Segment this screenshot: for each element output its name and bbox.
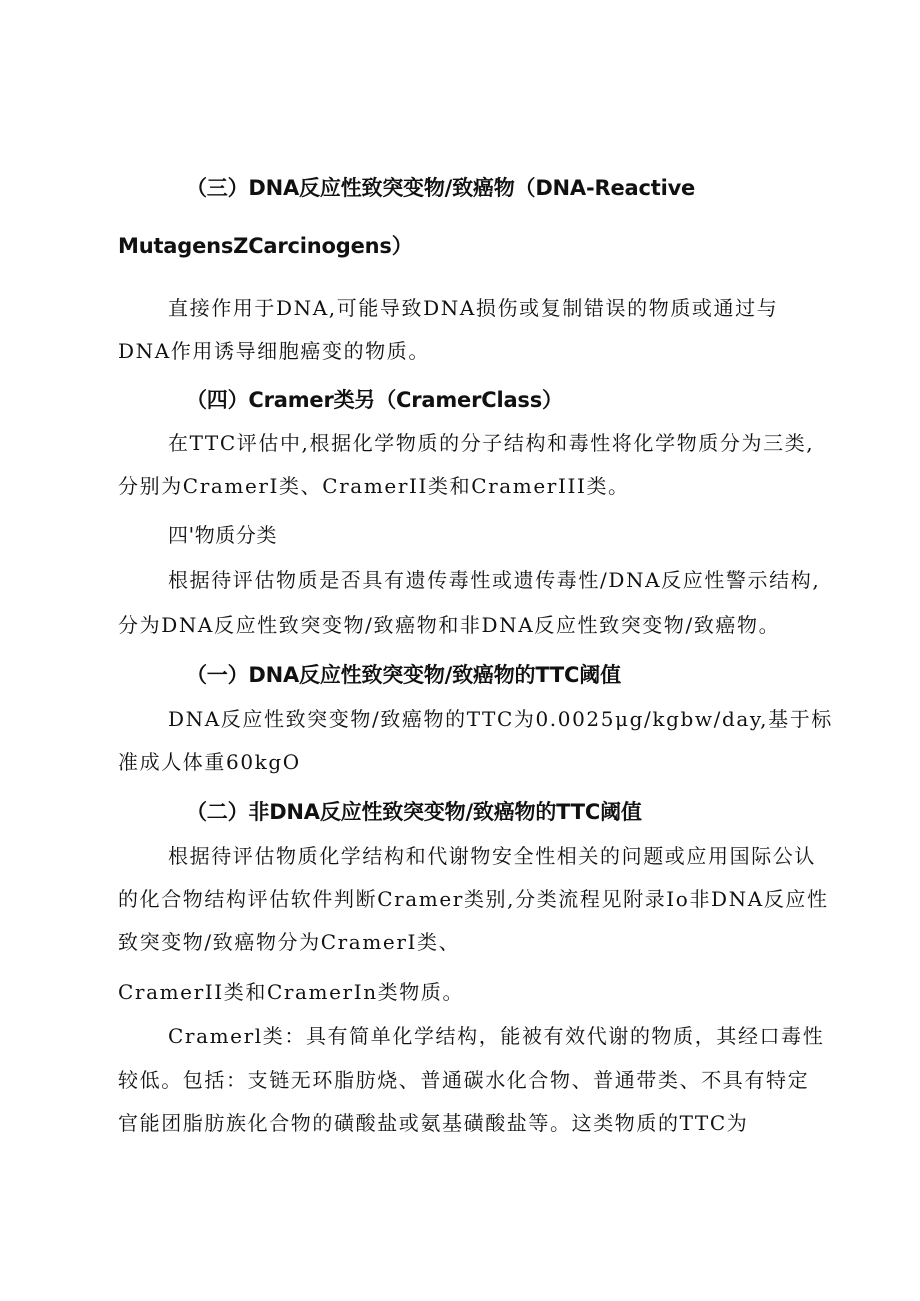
heading-part-4: 四'物质分类 [168,523,278,547]
paragraph-line: 致突变物/致癌物分为CramerI类、 [118,930,461,954]
heading-section-3-line2: MutagensZCarcinogens） [118,234,413,258]
paragraph-line: 准成人体重60kgO [118,750,301,774]
paragraph-line: 在TTC评估中,根据化学物质的分子结构和毒性将化学物质分为三类, [168,431,815,455]
paragraph-line: 根据待评估物质化学结构和代谢物安全性相关的问题或应用国际公认 [168,844,816,868]
paragraph-line: 直接作用于DNA,可能导致DNA损伤或复制错误的物质或通过与 [168,296,779,320]
paragraph-line: 分别为CramerI类、CramerII类和CramerIII类。 [118,474,630,498]
paragraph-line: 较低。包括：支链无环脂肪烧、普通碳水化合物、普通带类、不具有特定 [118,1068,810,1092]
paragraph-line: 分为DNA反应性致突变物/致癌物和非DNA反应性致突变物/致癌物。 [118,613,781,637]
paragraph-line: 官能团脂肪族化合物的磺酸盐或氨基磺酸盐等。这类物质的TTC为 [118,1111,749,1135]
heading-subsection-2: （二）非DNA反应性致突变物/致癌物的TTC阈值 [186,800,642,824]
paragraph-line: CramerII类和CramerIn类物质。 [118,980,465,1004]
heading-subsection-1: （一）DNA反应性致突变物/致癌物的TTC阈值 [186,663,621,687]
heading-section-3-line1: （三）DNA反应性致突变物/致癌物（DNA-Reactive [186,176,696,200]
paragraph-line: 根据待评估物质是否具有遗传毒性或遗传毒性/DNA反应性警示结构, [168,568,821,592]
paragraph-line: DNA作用诱导细胞癌变的物质。 [118,339,430,363]
heading-section-4: （四）Cramer类另（CramerClass） [186,388,563,412]
paragraph-line: DNA反应性致突变物/致癌物的TTC为0.0025μg∕kgbw/day,基于标 [168,707,833,731]
paragraph-line: Cramerl类：具有简单化学结构，能被有效代谢的物质，其经口毒性 [168,1024,825,1048]
paragraph-line: 的化合物结构评估软件判断Cramer类别,分类流程见附录Io非DNA反应性 [118,887,829,911]
